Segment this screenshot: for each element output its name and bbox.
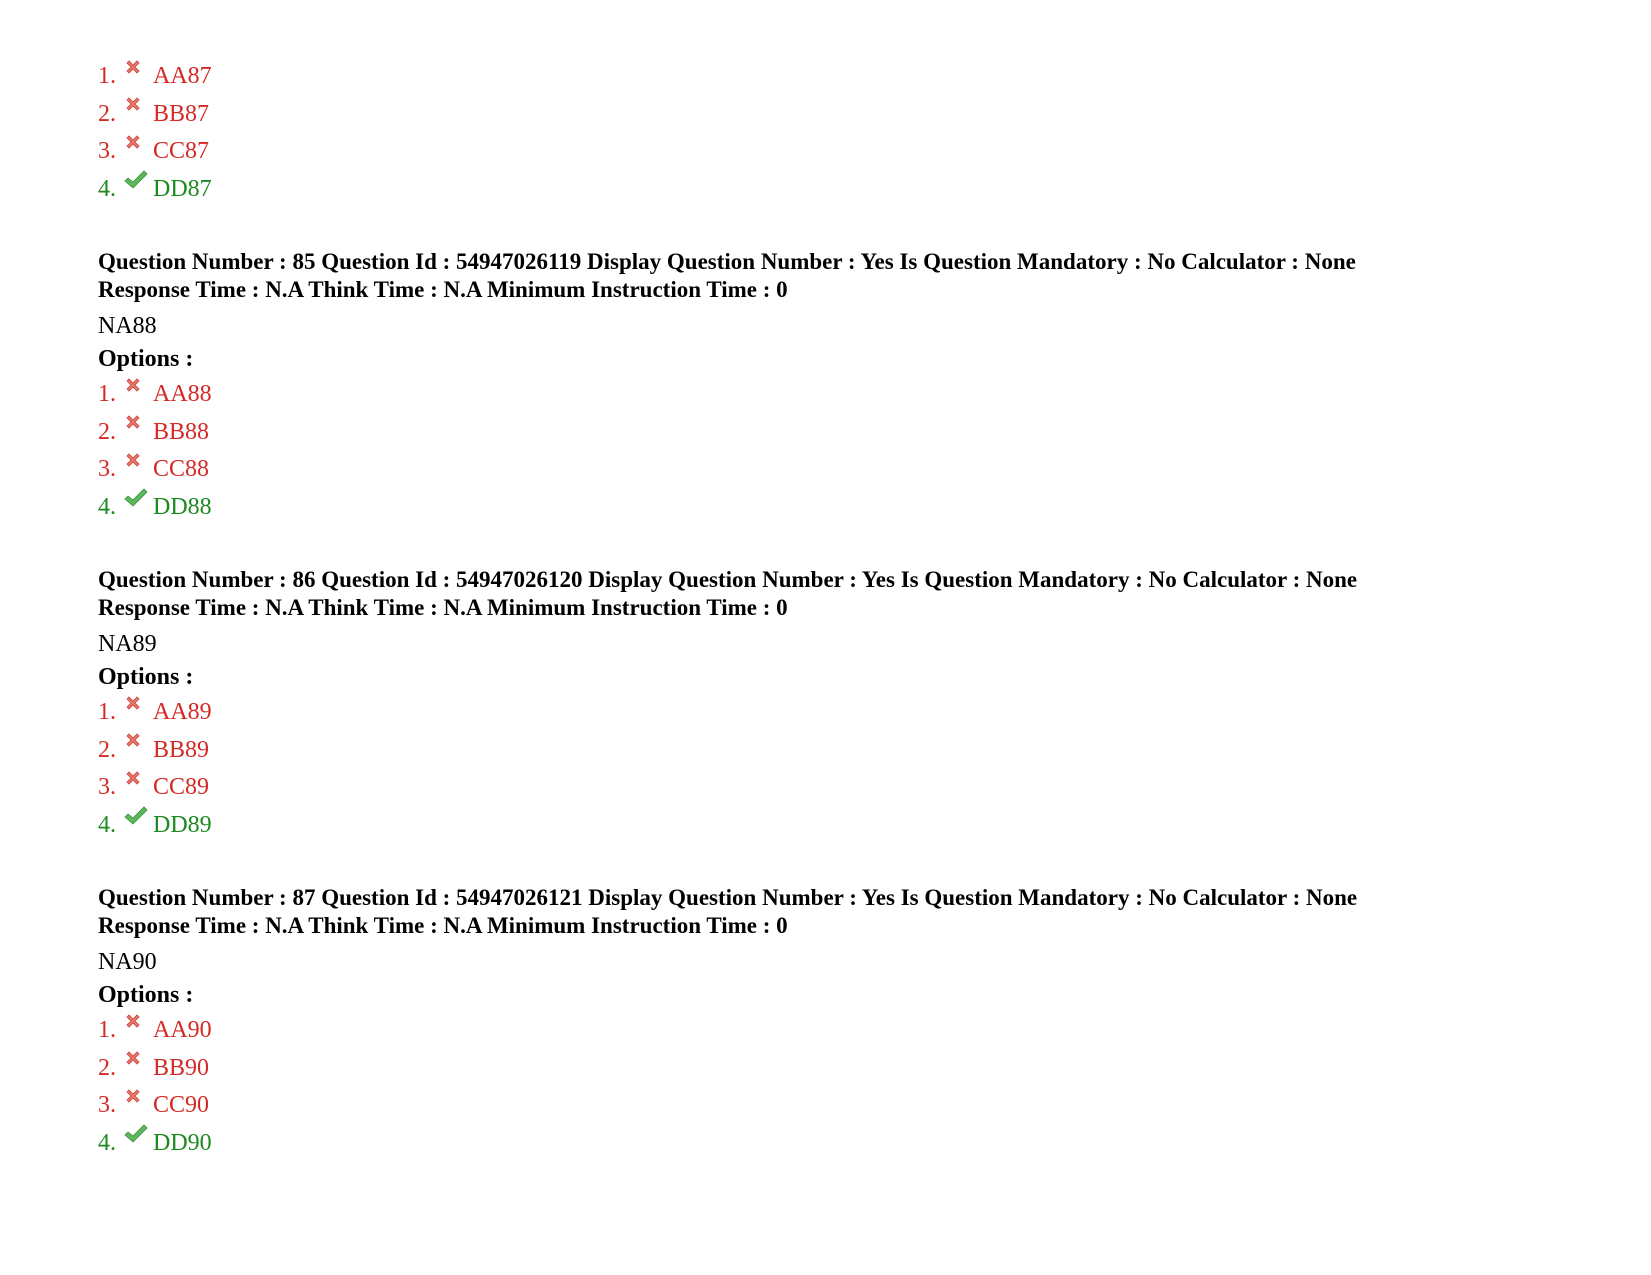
option-text: AA88 (153, 381, 212, 407)
option-item (98, 694, 1598, 732)
option-number: 3. (98, 1092, 116, 1118)
question-meta-line1: Question Number : 86 Question Id : 54947026120 Display Question Number : Yes Is Question Mandatory : No Calculator : None (98, 567, 1358, 592)
option-item (98, 1087, 1598, 1125)
option-number: 4. (98, 811, 116, 838)
option-number: 2. (98, 1054, 116, 1081)
question-meta-line2: Response Time : N.A Think Time : N.A Minimum Instruction Time : 0 (98, 595, 788, 620)
option-item (98, 1125, 1598, 1163)
option-text: DD89 (153, 811, 212, 838)
option-text: DD90 (153, 1129, 212, 1156)
cross-icon (124, 95, 153, 117)
check-icon (124, 1124, 153, 1146)
option-item (98, 414, 1598, 452)
check-icon (124, 806, 153, 828)
option-text: CC87 (153, 138, 210, 164)
options-label: Options : (98, 982, 194, 1008)
option-text: BB87 (153, 100, 210, 127)
option-text: CC88 (153, 456, 210, 482)
option-text: CC90 (153, 1092, 210, 1118)
option-text: BB90 (153, 1054, 210, 1081)
question-meta-line1: Question Number : 85 Question Id : 54947026119 Display Question Number : Yes Is Question Mandatory : No Calculator : None (98, 249, 1356, 274)
cross-icon (124, 58, 153, 80)
question-meta (98, 248, 1598, 304)
question-text: NA88 (98, 313, 157, 339)
option-number: 3. (98, 774, 116, 800)
cross-icon (124, 413, 153, 435)
option-number: 2. (98, 736, 116, 763)
option-item (98, 451, 1598, 489)
option-item (98, 58, 1598, 96)
option-number: 4. (98, 175, 116, 202)
option-text: BB89 (153, 736, 210, 763)
option-number: 1. (98, 699, 116, 725)
question-text: NA89 (98, 631, 157, 657)
cross-icon (124, 1049, 153, 1071)
question-meta (98, 566, 1598, 622)
question-meta-line2: Response Time : N.A Think Time : N.A Minimum Instruction Time : 0 (98, 913, 788, 938)
option-item (98, 376, 1598, 414)
option-item (98, 133, 1598, 171)
option-number: 1. (98, 381, 116, 407)
option-text: AA87 (153, 63, 212, 89)
page (98, 58, 1598, 1162)
options-list (98, 376, 1598, 526)
option-number: 2. (98, 100, 116, 127)
options-list (98, 1012, 1598, 1162)
option-number: 3. (98, 456, 116, 482)
option-number: 1. (98, 63, 116, 89)
cross-icon (124, 1087, 153, 1109)
question-text: NA90 (98, 949, 157, 975)
option-item (98, 171, 1598, 209)
option-item (98, 769, 1598, 807)
cross-icon (124, 731, 153, 753)
cross-icon (124, 451, 153, 473)
question-block (98, 248, 1598, 526)
option-number: 1. (98, 1017, 116, 1043)
option-text: AA89 (153, 699, 212, 725)
option-item (98, 1012, 1598, 1050)
options-label: Options : (98, 346, 194, 372)
question-meta-line1: Question Number : 87 Question Id : 54947026121 Display Question Number : Yes Is Question Mandatory : No Calculator : None (98, 885, 1358, 910)
question-block (98, 884, 1598, 1162)
cross-icon (124, 1012, 153, 1034)
option-number: 4. (98, 1129, 116, 1156)
cross-icon (124, 376, 153, 398)
cross-icon (124, 694, 153, 716)
question-meta (98, 884, 1598, 940)
option-text: DD88 (153, 493, 212, 520)
option-number: 4. (98, 493, 116, 520)
option-item (98, 1050, 1598, 1088)
option-item (98, 96, 1598, 134)
option-text: CC89 (153, 774, 210, 800)
option-item (98, 807, 1598, 845)
cross-icon (124, 769, 153, 791)
check-icon (124, 170, 153, 192)
option-item (98, 732, 1598, 770)
question-meta-line2: Response Time : N.A Think Time : N.A Minimum Instruction Time : 0 (98, 277, 788, 302)
cross-icon (124, 133, 153, 155)
option-number: 2. (98, 418, 116, 445)
options-list (98, 694, 1598, 844)
option-number: 3. (98, 138, 116, 164)
check-icon (124, 488, 153, 510)
option-item (98, 489, 1598, 527)
option-text: AA90 (153, 1017, 212, 1043)
previous-question-options (98, 58, 1598, 208)
option-text: DD87 (153, 175, 212, 202)
option-text: BB88 (153, 418, 210, 445)
question-block (98, 566, 1598, 844)
options-label: Options : (98, 664, 194, 690)
